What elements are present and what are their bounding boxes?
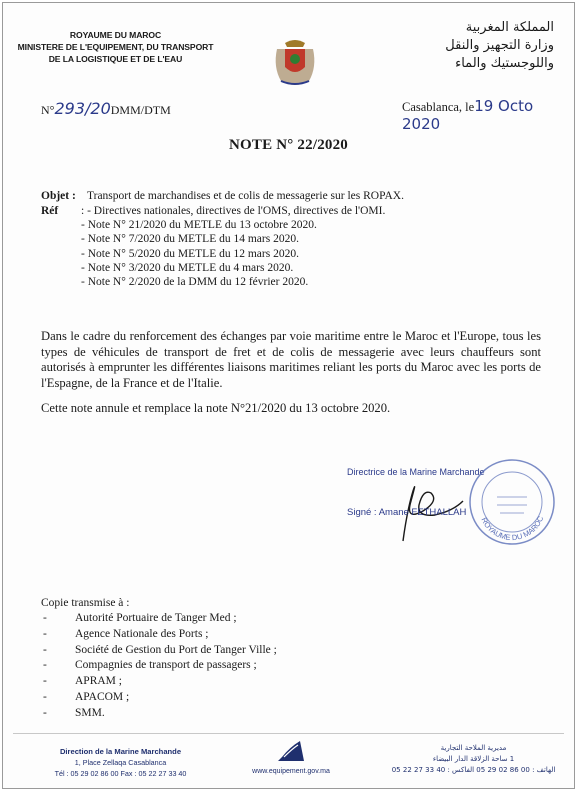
copies-list — [43, 611, 277, 722]
list-item: - Autorité Portuaire de Tanger Med ; — [43, 612, 237, 624]
ref-item: - Note N° 3/2020 du METLE du 4 mars 2020. — [81, 261, 294, 274]
header-ar-line: واللوجستيك والماء — [455, 56, 554, 71]
handwritten-date: 19 Octo 2020 — [402, 97, 534, 133]
header-ar-line: المملكة المغربية — [465, 20, 554, 35]
official-stamp-icon — [467, 457, 557, 547]
ministry-logo-icon — [276, 737, 306, 763]
note-title: NOTE N° 22/2020 — [228, 137, 348, 153]
footer-phone-ar: الهاتف : 00 86 02 29 05 الفاكس : 40 33 27 22 05 — [391, 766, 556, 774]
ref-item: : - Directives nationales, directives de l'OMS, directives de l'OMI. — [81, 205, 386, 217]
footer-direction-ar: مديرية الملاحة التجارية — [440, 744, 507, 752]
objet-label: Objet : — [41, 190, 76, 202]
header-fr-line: MINISTERE DE L'EQUIPEMENT, DU TRANSPORT — [17, 42, 214, 52]
objet-text: Transport de marchandises et de colis de messagerie sur les ROPAX. — [87, 190, 404, 202]
footer-center — [251, 737, 331, 775]
objet-line — [41, 189, 404, 204]
ref-item: - Note N° 5/2020 du METLE du 12 mars 2020. — [81, 247, 299, 260]
document-page — [2, 2, 575, 789]
list-item: - APRAM ; — [43, 675, 122, 688]
footer-phone: Tél : 05 29 02 86 00 Fax : 05 22 27 33 40 — [54, 769, 187, 778]
ministry-header-fr — [13, 29, 218, 65]
footer-divider — [13, 733, 564, 734]
header-ar-line: وزارة التجهيز والنقل — [445, 38, 554, 53]
reference-number: N°293/20DMM/DTM — [41, 99, 171, 118]
copies-label: Copie transmise à : — [41, 597, 130, 609]
list-item: - Compagnies de transport de passagers ; — [43, 659, 257, 672]
coat-of-arms-icon — [271, 37, 319, 89]
list-item: - APACOM ; — [43, 690, 130, 703]
closing-sentence: Cette note annule et remplace la note N°21/2020 du 13 octobre 2020. — [41, 401, 391, 415]
handwritten-number: 293/20 — [54, 99, 111, 118]
footer-address: 1, Place Zellaqa Casablanca — [74, 758, 167, 767]
list-item: - SMM. — [43, 706, 105, 719]
reference-list — [41, 204, 385, 289]
footer-website-link[interactable]: www.equipement.gov.ma — [252, 768, 330, 775]
ministry-header-ar — [384, 19, 554, 73]
ref-item: - Note N° 7/2020 du METLE du 14 mars 2020. — [81, 233, 299, 246]
place-and-date: Casablanca, le19 Octo 2020 — [402, 97, 534, 133]
footer-left — [43, 746, 198, 779]
ref-item: - Note N° 2/2020 de la DMM du 12 février 2020. — [81, 276, 309, 289]
header-fr-line: DE LA LOGISTIQUE ET DE L'EAU — [48, 54, 183, 64]
footer-right — [381, 743, 566, 776]
ref-item: - Note N° 21/2020 du METLE du 13 octobre 2020. — [81, 219, 317, 232]
footer-direction: Direction de la Marine Marchande — [59, 747, 182, 756]
list-item: - Société de Gestion du Port de Tanger Ville ; — [43, 643, 277, 656]
stamp-text: ROYAUME DU MAROC — [479, 514, 546, 543]
header-fr-line: ROYAUME DU MAROC — [69, 30, 162, 40]
signatory-title: Directrice de la Marine Marchande — [347, 467, 485, 477]
footer-address-ar: 1 ساحة الزلاقة الدار البيضاء — [432, 755, 515, 763]
body-paragraph: Dans le cadre du renforcement des échanges par voie maritime entre le Maroc et l'Europe, tous les types de véhicules de transport de fret et de colis de messagerie avec leurs chauffeurs sont autorisés à emprunter les différentes liaisons maritimes reliant les ports du Maroc avec les ports de l'Espagne, de la France et de l'Italie. — [41, 329, 541, 390]
list-item: - Agence Nationale des Ports ; — [43, 627, 209, 640]
signatory-name: Signé : Amane FETHALLAH — [347, 507, 467, 518]
ref-label: Réf — [41, 205, 59, 217]
